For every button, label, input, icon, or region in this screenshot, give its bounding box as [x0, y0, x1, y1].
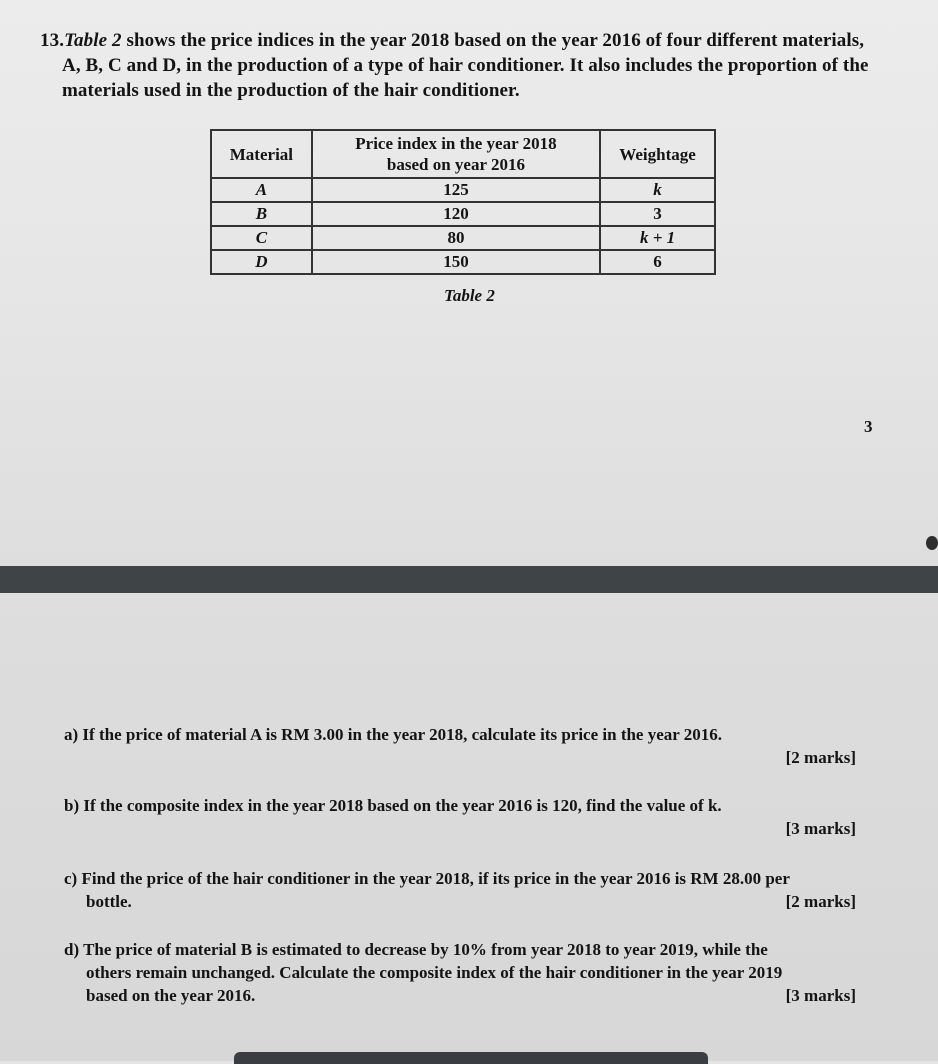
- part-c-text-1: Find the price of the hair conditioner in the year 2018, if its price in the year 2016 is RM 28.00 per: [81, 869, 790, 888]
- intro-line-2: A, B, C and D, in the production of a type of hair conditioner. It also includes the proportion of the: [62, 55, 869, 76]
- part-c-marks: [2 marks]: [785, 892, 856, 911]
- page-number: 3: [864, 417, 873, 436]
- cell-material: A: [211, 178, 312, 202]
- part-c: [64, 867, 864, 913]
- table-caption: Table 2: [444, 286, 495, 305]
- table-row: [211, 202, 715, 226]
- cell-index: 120: [312, 202, 600, 226]
- part-d-text-3: based on the year 2016.: [86, 986, 256, 1005]
- bottom-bar: [234, 1052, 708, 1064]
- cell-material: B: [211, 202, 312, 226]
- part-b-label: b): [64, 796, 80, 815]
- corner-mark: [926, 536, 938, 550]
- cell-index: 125: [312, 178, 600, 202]
- part-b: [64, 794, 864, 840]
- part-c-text-2: bottle.: [86, 892, 132, 911]
- price-index-table: [210, 129, 716, 275]
- header-price-index: Price index in the year 2018 based on year 2016: [312, 130, 600, 178]
- part-a-marks: [2 marks]: [785, 748, 856, 767]
- part-d: [64, 938, 864, 1007]
- cell-weight: k + 1: [600, 226, 715, 250]
- header-material: Material: [211, 130, 312, 178]
- intro-text-1: shows the price indices in the year 2018 based on the year 2016 of four different materials,: [126, 30, 865, 51]
- part-d-label: d): [64, 940, 80, 959]
- part-a-label: a): [64, 725, 79, 744]
- intro-line-3: materials used in the production of the hair conditioner.: [62, 80, 520, 101]
- cell-material: C: [211, 226, 312, 250]
- header-weightage: Weightage: [600, 130, 715, 178]
- cell-index: 150: [312, 250, 600, 274]
- part-b-text: If the composite index in the year 2018 based on the year 2016 is 120, find the value of k.: [83, 796, 722, 815]
- table-row: [211, 226, 715, 250]
- question-number: 13.: [40, 30, 65, 51]
- part-b-marks: [3 marks]: [785, 819, 856, 838]
- page-divider: [0, 566, 938, 593]
- question-intro: [40, 28, 900, 103]
- cell-weight: 6: [600, 250, 715, 274]
- part-a-text: If the price of material A is RM 3.00 in the year 2018, calculate its price in the year 2016.: [82, 725, 723, 744]
- cell-weight: k: [600, 178, 715, 202]
- intro-line-1: [40, 28, 900, 53]
- cell-weight: 3: [600, 202, 715, 226]
- part-d-marks: [3 marks]: [785, 986, 856, 1005]
- part-a: [64, 723, 864, 769]
- cell-material: D: [211, 250, 312, 274]
- part-c-label: c): [64, 869, 78, 888]
- table-row: [211, 178, 715, 202]
- part-d-text-2: others remain unchanged. Calculate the composite index of the hair conditioner in the year 2019: [86, 963, 783, 982]
- cell-index: 80: [312, 226, 600, 250]
- part-d-text-1: The price of material B is estimated to decrease by 10% from year 2018 to year 2019, while the: [83, 940, 768, 959]
- table-row: [211, 250, 715, 274]
- table-reference: Table 2: [64, 30, 122, 51]
- table-header-row: [211, 130, 715, 178]
